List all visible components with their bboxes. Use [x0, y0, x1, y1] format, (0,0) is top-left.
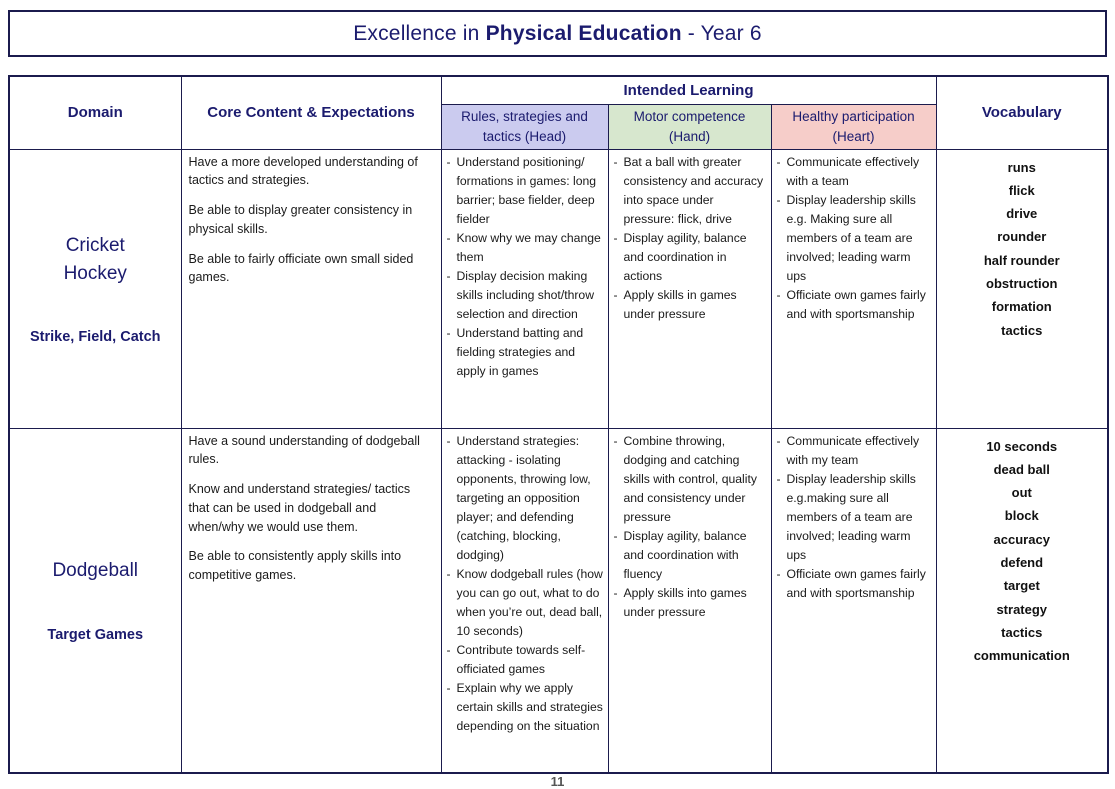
bullet-dash: -: [776, 192, 781, 207]
bullet-item: [614, 527, 767, 584]
subheader-motor-hand: Motor competence (Hand): [608, 104, 771, 149]
domain-line: Hockey: [63, 262, 127, 284]
domain-subtitle: Strike, Field, Catch: [29, 329, 161, 346]
vocab-word: 10 seconds: [986, 438, 1058, 454]
bullet-dash: -: [613, 585, 618, 600]
bullet-text: Understand positioning/ formations in games: long barrier; base fielder, deep fielder: [456, 154, 597, 226]
core-paragraph: Have a more developed understanding of tactics and strategies.: [188, 154, 418, 188]
bullet-text: Apply skills in games under pressure: [623, 287, 737, 321]
bullet-item: [614, 229, 767, 286]
bullet-text: Apply skills into games under pressure: [623, 585, 747, 619]
vocab-word: runs: [1007, 159, 1036, 175]
subheader-rules-head: Rules, strategies and tactics (Head): [441, 104, 608, 149]
bullet-item: [777, 432, 932, 470]
document-title: [8, 10, 1107, 57]
vocab-word: accuracy: [993, 531, 1050, 547]
bullet-text: Display decision making skills including shot/throw selection and direction: [456, 268, 595, 321]
bullet-text: Display leadership skills e.g.making sure all members of a team are involved; leading warm ups: [786, 471, 916, 562]
bullet-item: [447, 229, 604, 267]
bullet-item: [777, 470, 932, 565]
bullet-item: [777, 565, 932, 603]
bullet-dash: -: [776, 433, 781, 448]
bullet-text: Explain why we apply certain skills and strategies depending on the situation: [456, 680, 603, 733]
bullet-dash: -: [613, 433, 618, 448]
vocab-word: dead ball: [993, 461, 1050, 477]
bullet-item: [777, 153, 932, 191]
vocab-word: obstruction: [986, 275, 1058, 291]
domain-title: [10, 232, 181, 287]
vocabulary-cell: [936, 428, 1108, 773]
bullet-dash: -: [446, 566, 451, 581]
header-vocabulary: Vocabulary: [936, 76, 1108, 149]
domain-subtitle: Target Games: [47, 627, 144, 644]
bullet-text: Display leadership skills e.g. Making sure all members of a team are involved; leading warm ups: [786, 192, 916, 283]
vocab-word: tactics: [1001, 322, 1043, 338]
table-row-cricket-hockey: [9, 149, 1108, 428]
title-suffix: - Year 6: [681, 21, 762, 45]
bullet-dash: -: [446, 325, 451, 340]
bullet-dash: -: [613, 287, 618, 302]
domain-title: [10, 557, 181, 585]
vocab-word: out: [1011, 485, 1032, 501]
bullet-dash: -: [446, 433, 451, 448]
title-subject: Physical Education: [485, 21, 682, 45]
bullet-dash: -: [613, 528, 618, 543]
bullet-item: [447, 432, 604, 565]
domain-cell: [9, 428, 181, 773]
core-paragraph: Be able to display greater consistency in physical skills.: [188, 203, 413, 236]
header-row-top: [9, 76, 1108, 104]
bullet-text: Display agility, balance and coordination with fluency: [623, 528, 747, 581]
vocab-word: formation: [991, 299, 1052, 315]
table-row-dodgeball: [9, 428, 1108, 773]
healthy-heart-cell: [771, 149, 936, 428]
domain-cell: [9, 149, 181, 428]
bullet-text: Bat a ball with greater consistency and accuracy into space under pressure: flick, drive: [623, 154, 764, 226]
bullet-item: [777, 191, 932, 286]
header-domain: Domain: [9, 76, 181, 149]
bullet-item: [447, 324, 604, 381]
bullet-item: [447, 641, 604, 679]
bullet-dash: -: [446, 642, 451, 657]
bullet-text: Officiate own games fairly and with sportsmanship: [786, 566, 926, 600]
bullet-text: Understand batting and fielding strategies and apply in games: [456, 325, 584, 378]
bullet-text: Officiate own games fairly and with sportsmanship: [786, 287, 926, 321]
core-paragraph: Be able to consistently apply skills into competitive games.: [188, 549, 402, 582]
title-prefix: Excellence in: [353, 21, 486, 45]
bullet-dash: -: [776, 154, 781, 169]
bullet-dash: -: [446, 680, 451, 695]
bullet-dash: -: [613, 230, 618, 245]
bullet-item: [614, 286, 767, 324]
bullet-text: Understand strategies: attacking - isolating opponents, throwing low, targeting an opposition player; and defending (catching, blocking, dodging): [456, 433, 591, 562]
vocabulary-cell: [936, 149, 1108, 428]
bullet-item: [447, 153, 604, 229]
healthy-heart-cell: [771, 428, 936, 773]
motor-hand-cell: [608, 428, 771, 773]
bullet-text: Display agility, balance and coordination in actions: [623, 230, 747, 283]
rules-head-cell: [441, 428, 608, 773]
bullet-item: [777, 286, 932, 324]
bullet-dash: -: [446, 230, 451, 245]
header-core-content: Core Content & Expectations: [181, 76, 441, 149]
domain-line: Cricket: [65, 234, 125, 256]
vocab-word: target: [1003, 578, 1040, 594]
vocab-word: tactics: [1001, 624, 1043, 640]
vocab-word: drive: [1006, 206, 1038, 222]
vocab-word: flick: [1008, 182, 1035, 198]
bullet-dash: -: [776, 566, 781, 581]
bullet-text: Contribute towards self-officiated games: [456, 642, 586, 676]
vocab-word: strategy: [996, 601, 1048, 617]
bullet-item: [447, 679, 604, 736]
bullet-dash: -: [776, 287, 781, 302]
subheader-healthy-heart: Healthy participation (Heart): [771, 104, 936, 149]
bullet-text: Combine throwing, dodging and catching skills with control, quality and consistency under pressure: [623, 433, 757, 524]
core-paragraph: Be able to fairly officiate own small sided games.: [188, 251, 414, 285]
rules-head-cell: [441, 149, 608, 428]
bullet-item: [614, 432, 767, 527]
bullet-item: [614, 153, 767, 229]
domain-line: Dodgeball: [52, 560, 139, 582]
vocab-word: communication: [973, 648, 1070, 664]
bullet-dash: -: [776, 471, 781, 486]
bullet-item: [614, 584, 767, 622]
bullet-dash: -: [446, 268, 451, 283]
vocab-word: block: [1004, 508, 1039, 524]
curriculum-table: [8, 75, 1109, 774]
core-paragraph: Know and understand strategies/ tactics that can be used in dodgeball and when/why we would use them.: [188, 482, 411, 534]
bullet-text: Communicate effectively with a team: [786, 154, 920, 188]
bullet-text: Communicate effectively with my team: [786, 433, 920, 467]
page-number: 11: [550, 774, 565, 789]
bullet-text: Know why we may change them: [456, 230, 601, 264]
motor-hand-cell: [608, 149, 771, 428]
core-content-cell: [181, 428, 441, 773]
vocab-word: defend: [1000, 554, 1044, 570]
bullet-dash: -: [446, 154, 451, 169]
bullet-item: [447, 565, 604, 641]
core-content-cell: [181, 149, 441, 428]
core-paragraph: Have a sound understanding of dodgeball rules.: [188, 433, 420, 467]
vocab-word: half rounder: [983, 252, 1060, 268]
bullet-dash: -: [613, 154, 618, 169]
vocab-word: rounder: [997, 229, 1047, 245]
bullet-item: [447, 267, 604, 324]
header-intended-learning: Intended Learning: [441, 76, 936, 104]
bullet-text: Know dodgeball rules (how you can go out, what to do when you’re out, dead ball, 10 seconds): [456, 566, 603, 638]
